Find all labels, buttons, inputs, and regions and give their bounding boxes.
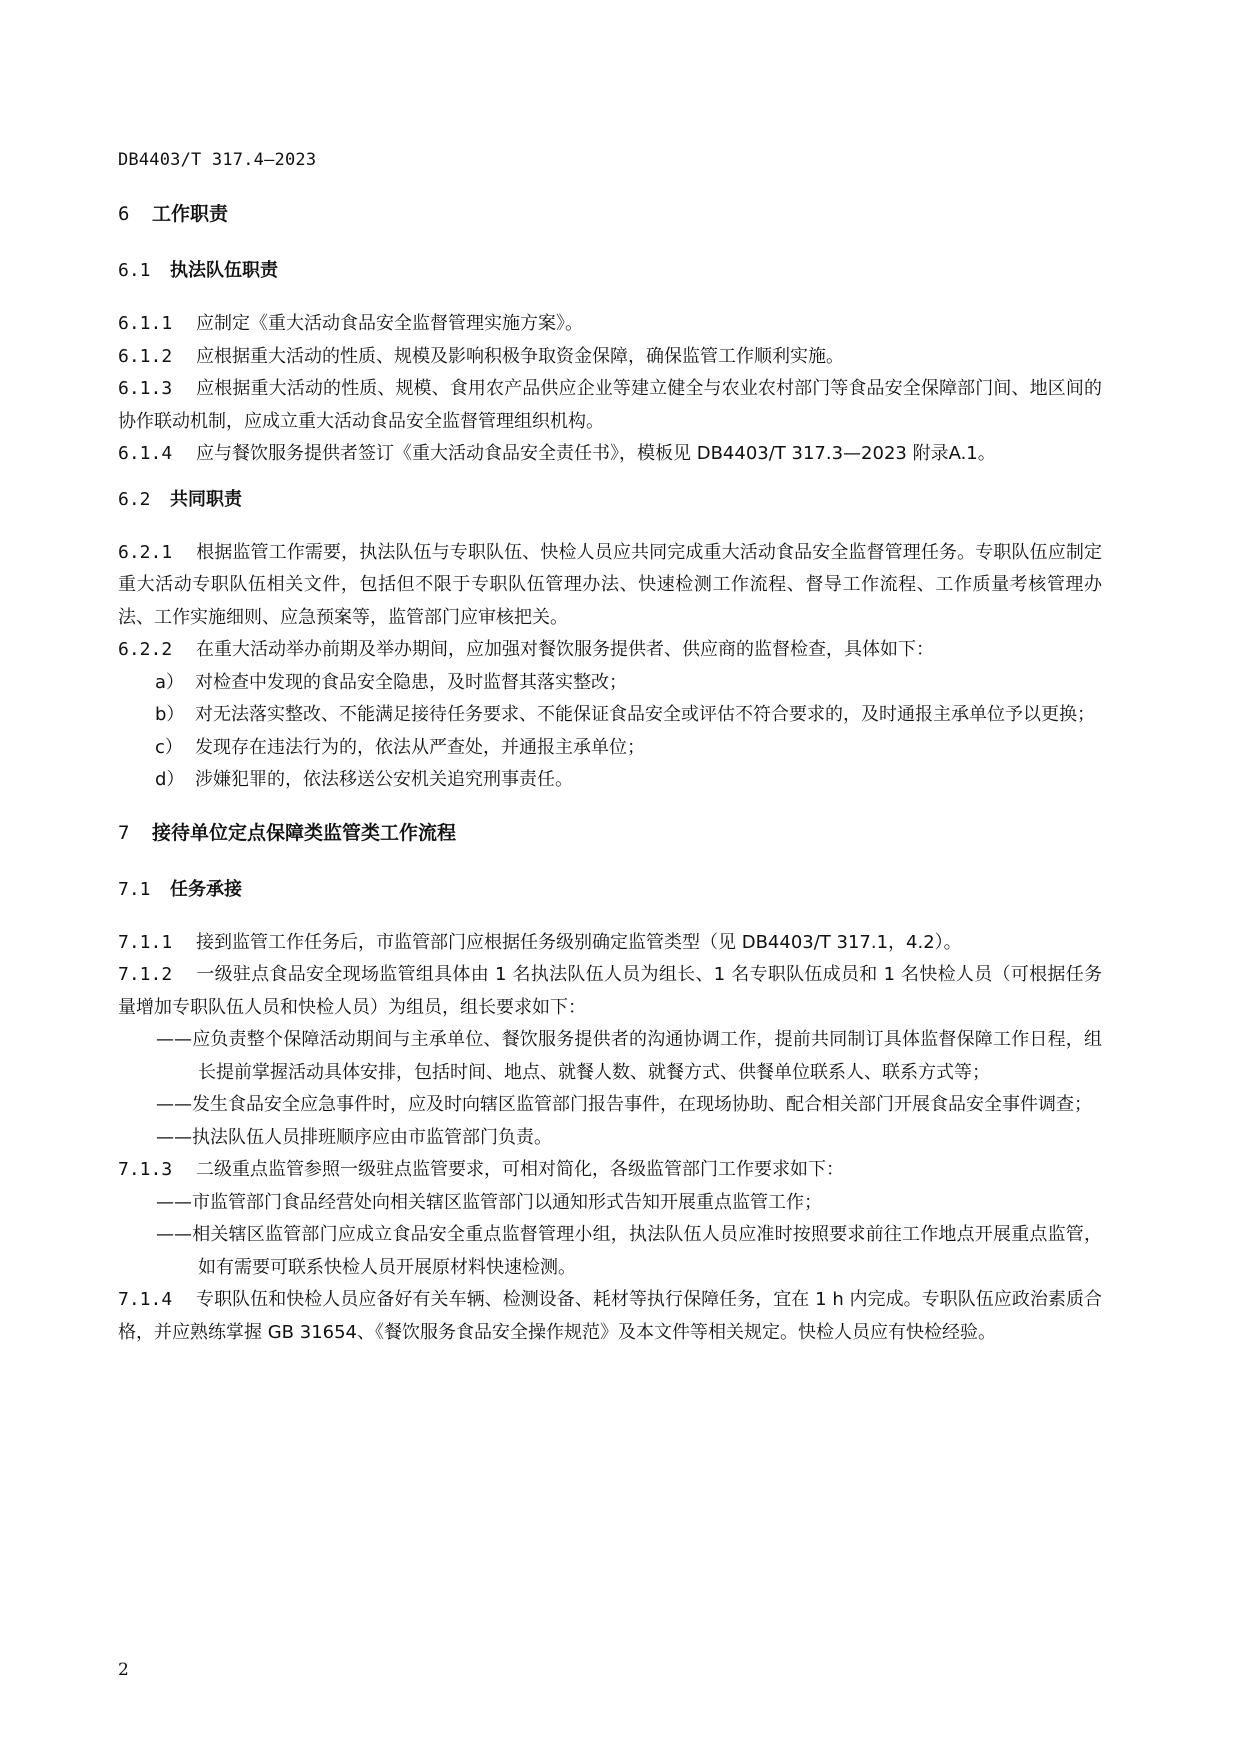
clause-text: 根据监管工作需要，执法队伍与专职队伍、快检人员应共同完成重大活动食品安全监督管理任务。专职队伍应制定重大活动专职队伍相关文件，包括但不限于专职队伍管理办法、快速检测工作流程、督导工作流程、工作质量考核管理办法、工作实施细则、应急预案等，监管部门应审核把关。 (118, 541, 1102, 628)
clause-6-1-2 (118, 341, 1102, 374)
document-body (118, 200, 1102, 1349)
dash-item: ——应负责整个保障活动期间与主承单位、餐饮服务提供者的沟通协调工作，提前共同制订具体监督保障工作日程，组长提前掌握活动具体安排，包括时间、地点、就餐人数、就餐方式、供餐单位联系人、联系方式等； (156, 1029, 1102, 1083)
subsection-title: 执法队伍职责 (170, 260, 278, 281)
subsection-number: 6.2 (118, 488, 151, 510)
clause-text: 专职队伍和快检人员应备好有关车辆、检测设备、耗材等执行保障任务，宜在 1 h 内完成。专职队伍应政治素质合格，并应熟练掌握 GB 31654、《餐饮服务食品安全操作规范》及本文件等相关规定。快检人员应有快检经验。 (118, 1289, 1102, 1343)
list-label: b） (155, 704, 185, 725)
subsection-number: 7.1 (118, 878, 151, 900)
clause-number: 7.1.3 (118, 1159, 173, 1180)
section-heading-6 (118, 200, 1102, 256)
clause-text: 接到监管工作任务后，市监管部门应根据任务级别确定监管类型（见 DB4403/T 317.1，4.2）。 (196, 931, 962, 953)
clause-text: 应根据重大活动的性质、规模及影响积极争取资金保障，确保监管工作顺利实施。 (196, 345, 844, 367)
list-item-a (118, 667, 1102, 700)
clause-7-1-2 (118, 959, 1102, 1024)
clause-number: 7.1.1 (118, 931, 173, 953)
clause-6-2-1 (118, 537, 1102, 635)
clause-number: 7.1.4 (118, 1289, 173, 1310)
subsection-heading-7-1 (118, 875, 1102, 927)
subsection-number: 6.1 (118, 260, 151, 281)
dash-item: ——执法队伍人员排班顺序应由市监管部门负责。 (156, 1126, 552, 1148)
list-text: 涉嫌犯罪的，依法移送公安机关追究刑事责任。 (195, 769, 573, 790)
list-item-b (118, 699, 1102, 732)
dash-item: ——发生食品安全应急事件时，应及时向辖区监管部门报告事件，在现场协助、配合相关部门开展食品安全事件调查； (156, 1094, 1092, 1115)
section-heading-7 (118, 819, 1102, 875)
section-title: 工作职责 (152, 203, 229, 225)
list-label: a） (155, 671, 185, 693)
clause-number: 6.1.2 (118, 345, 173, 367)
clause-number: 6.2.2 (118, 639, 173, 660)
list-text: 对检查中发现的食品安全隐患，及时监督其落实整改； (195, 671, 627, 693)
subsection-title: 任务承接 (170, 878, 242, 900)
section-number: 6 (118, 203, 130, 225)
section-number: 7 (118, 821, 130, 844)
clause-number: 6.1.4 (118, 443, 173, 464)
dash-item: ——相关辖区监管部门应成立食品安全重点监督管理小组，执法队伍人员应准时按照要求前往工作地点开展重点监管，如有需要可联系快检人员开展原材料快速检测。 (156, 1224, 1102, 1278)
clause-6-2-2 (118, 634, 1102, 667)
clause-text: 二级重点监管参照一级驻点监管要求，可相对简化，各级监管部门工作要求如下： (196, 1159, 844, 1180)
clause-text: 一级驻点食品安全现场监管组具体由 1 名执法队伍人员为组长、1 名专职队伍成员和 1 名快检人员（可根据任务量增加专职队伍人员和快检人员）为组员，组长要求如下： (118, 964, 1102, 1018)
clause-7-1-3 (118, 1154, 1102, 1187)
clause-number: 6.1.3 (118, 378, 173, 399)
clause-text: 应与餐饮服务提供者签订《重大活动食品安全责任书》，模板见 DB4403/T 317.3—2023 附录A.1。 (196, 443, 996, 464)
clause-6-1-4 (118, 438, 1102, 471)
page-number: 2 (118, 1660, 129, 1680)
list-label: d） (155, 769, 185, 790)
clause-6-1-3 (118, 373, 1102, 438)
clause-text: 在重大活动举办前期及举办期间，应加强对餐饮服务提供者、供应商的监督检查，具体如下： (196, 639, 934, 660)
subsection-heading-6-2 (118, 485, 1102, 537)
list-text: 发现存在违法行为的，依法从严查处，并通报主承单位； (195, 736, 645, 758)
clause-text: 应根据重大活动的性质、规模、食用农产品供应企业等建立健全与农业农村部门等食品安全保障部门间、地区间的协作联动机制，应成立重大活动食品安全监督管理组织机构。 (118, 378, 1102, 432)
clause-text: 应制定《重大活动食品安全监督管理实施方案》。 (196, 313, 583, 334)
clause-6-1-1 (118, 308, 1102, 341)
clause-number: 6.2.1 (118, 541, 173, 563)
clause-number: 7.1.2 (118, 964, 173, 985)
document-id: DB4403/T 317.4—2023 (118, 150, 317, 170)
clause-number: 6.1.1 (118, 313, 173, 334)
clause-7-1-1 (118, 927, 1102, 960)
list-text: 对无法落实整改、不能满足接待任务要求、不能保证食品安全或评估不符合要求的，及时通报主承单位予以更换； (195, 704, 1095, 725)
section-title: 接待单位定点保障类监管类工作流程 (152, 821, 457, 844)
list-item-c (118, 732, 1102, 765)
list-item-d (118, 764, 1102, 797)
dash-item: ——市监管部门食品经营处向相关辖区监管部门以通知形式告知开展重点监管工作； (156, 1191, 822, 1213)
clause-7-1-4 (118, 1284, 1102, 1349)
list-label: c） (155, 736, 183, 758)
subsection-heading-6-1 (118, 256, 1102, 308)
subsection-title: 共同职责 (170, 488, 242, 510)
